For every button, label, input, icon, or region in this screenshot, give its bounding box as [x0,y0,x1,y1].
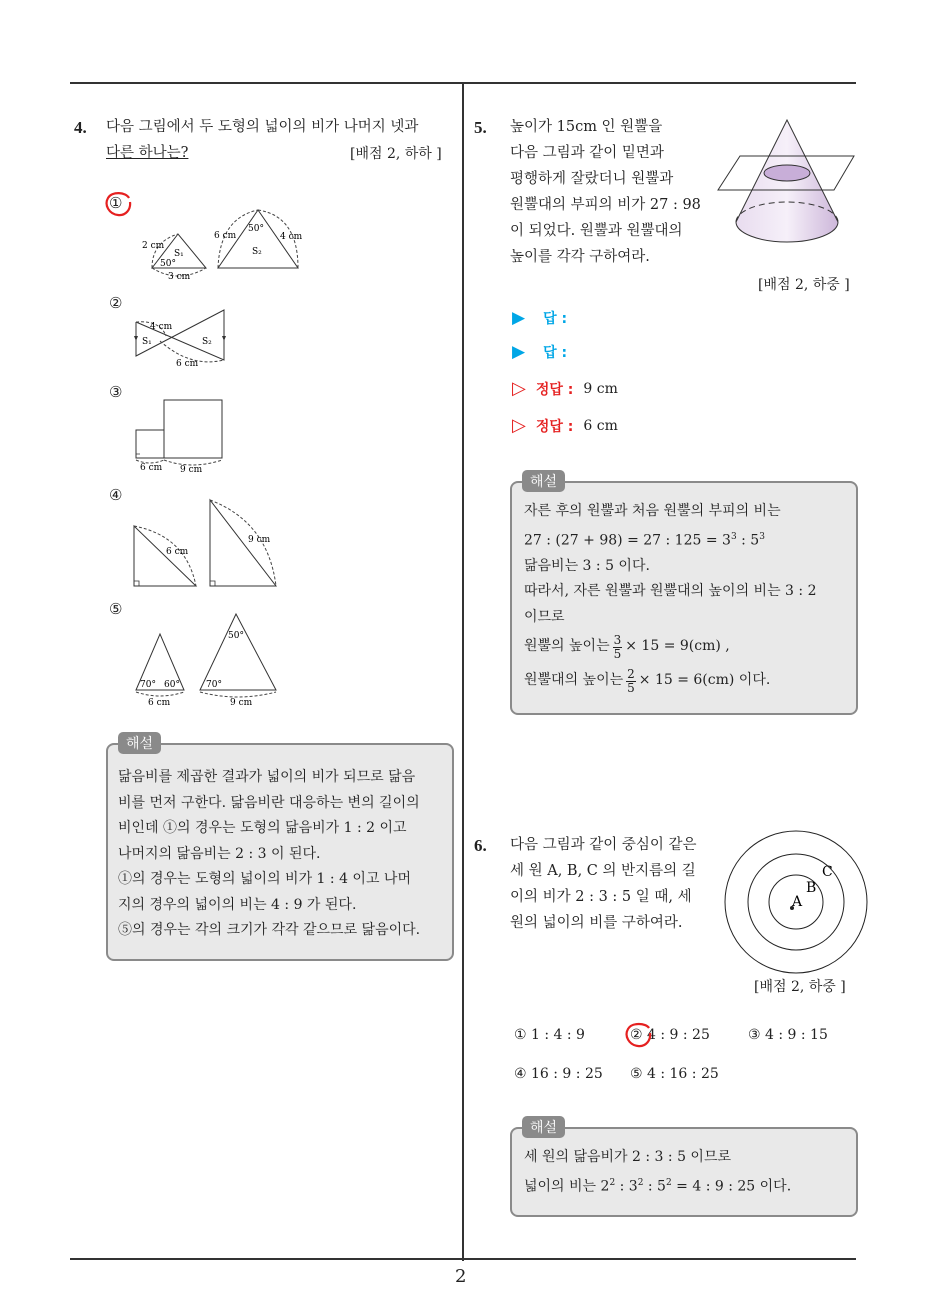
q5-explain-line7: 원뿔대의 높이는 $\frac{2}{5}$ × 15 = 6(cm) 이다. [524,666,771,695]
fig1-label-b: S₁ [174,249,184,259]
correct-value-2: 6 cm [583,417,618,434]
q4-explain-line: 나머지의 닮음비는 2 : 3 이 된다. [118,845,321,862]
q5-text-line: 높이를 각각 구하여라. [510,249,650,265]
q5-text-line: 높이가 15cm 인 원뿔을 [510,119,663,135]
q5-explanation-box [510,481,858,715]
q4-explain-line: ①의 경우는 도형의 넓이의 비가 1 : 4 이고 나머 [118,871,411,887]
outline-arrow-icon: ▷ [512,415,526,436]
play-arrow-icon: ▶ [512,308,526,328]
q4-option-5[interactable]: ⑤ [109,600,123,618]
fig3-label-a: 6 cm [140,463,163,473]
q4-explain-line: 비인데 ①의 경우는 도형의 닮음비가 1 : 2 이고 [118,820,407,836]
fig1-label-e: 6 cm [214,231,237,241]
fig5-label-f: 9 cm [230,698,253,708]
outline-arrow-icon: ▷ [512,378,526,399]
page-number: 2 [455,1266,467,1287]
correct-label: 정답 : [535,381,574,398]
q5-text [510,114,701,270]
q4-figure-1 [138,206,306,282]
fig5-large-triangle [200,614,276,690]
answer-label: 답 : [543,345,568,361]
q5-explain-line1: 자른 후의 원뿔과 처음 원뿔의 부피의 비는 [524,503,781,519]
center-divider [462,84,464,1261]
q5-explain-line2: 27 : (27 + 98) = 27 : $125 = 3^3$ : $5^3$ [524,531,765,549]
q6-explanation-box [510,1127,858,1217]
q6-explain-line1: 세 원의 닮음비가 2 : 3 : 5 이므로 [524,1149,731,1165]
fig3-small-square [136,430,164,458]
label-b: B [806,880,817,896]
q5-text-line: 원뿔대의 부피의 비가 27 : 98 [510,197,701,213]
fig2-label-c: S₂ [202,337,212,347]
q6-choice-2[interactable]: ② 4 : 9 : 25 [630,1027,710,1043]
q6-choice-3[interactable]: ③ 4 : 9 : 15 [748,1027,828,1043]
q4-explanation-tab: 해설 [118,732,161,754]
q4-explanation-box [106,743,454,961]
fig1-label-d: 3 cm [168,272,191,282]
q4-score: [배점 2, 하하 ] [350,146,442,162]
q5-answer-row-2[interactable] [512,342,567,362]
q4-explain-line: ⑤의 경우는 각의 크기가 각각 같으므로 닮음이다. [118,922,421,938]
q4-explain-line: 닮음비를 제곱한 결과가 넓이의 비가 되므로 닮음 [118,769,416,785]
correct-value-1: 9 cm [583,380,618,397]
q4-text-line1: 다음 그림에서 두 도형의 넓이의 비가 나머지 넷과 [106,119,419,135]
fig2-label-d: 6 cm [176,359,199,369]
fraction-3-5: $\frac{3}{5}$ [613,632,622,661]
cut-cross-section [764,165,810,181]
q5-text-line: 다음 그림과 같이 밑면과 [510,145,664,161]
label-a: A [792,894,803,910]
q5-number: 5. [474,118,487,137]
q4-explain-line: 비를 먼저 구한다. 닮음비란 대응하는 변의 길이의 [118,794,420,811]
q5-correct-row-1 [512,378,618,399]
q5-explain-line4: 따라서, 자른 원뿔과 원뿔대의 높이의 비는 3 : 2 [524,583,817,600]
fig1-label-h: S₂ [252,247,262,257]
q4-option-3[interactable]: ③ [109,383,123,401]
q5-explain-line6: 원뿔의 높이는 $\frac{3}{5}$ × 15 = 9(cm) , [524,632,730,661]
fig3-large-square [164,400,222,458]
answer-label: 답 : [543,311,568,327]
q6-choice-1[interactable]: ① 1 : 4 : 9 [514,1027,585,1043]
q6-text-line: 이의 비가 2 : 3 : 5 일 때, 세 [510,889,692,905]
q6-text-line: 원의 넓이의 비를 구하여라. [510,915,683,931]
q5-text-line: 평행하게 잘랐더니 원뿔과 [510,171,674,187]
q5-correct-row-2 [512,415,618,436]
q4-figure-4 [130,496,280,590]
answer-mark-circle-icon [104,190,134,218]
q5-cone-figure [710,112,860,272]
answer-mark-circle-icon [624,1021,654,1049]
q5-explanation-tab: 해설 [522,470,565,492]
q4-figure-2 [130,306,234,372]
fig2-label-b: S₁ [142,337,152,347]
fig5-label-c: 6 cm [148,698,171,708]
play-arrow-icon: ▶ [512,342,526,362]
fraction-2-5: $\frac{2}{5}$ [627,666,635,695]
q6-choice-5[interactable]: ⑤ 4 : 16 : 25 [630,1066,719,1082]
fig1-label-c: 50° [160,259,176,269]
fig1-label-g: 4 cm [280,232,303,242]
q5-explain-line3: 닮음비는 3 : 5 이다. [524,557,650,574]
fig5-label-e: 70° [206,680,222,690]
fig4-label-a: 6 cm [166,547,189,557]
fig3-label-b: 9 cm [180,465,203,474]
fig1-label-a: 2 cm [142,241,165,251]
q6-explanation-tab: 해설 [522,1116,565,1138]
q4-number: 4. [74,118,87,137]
q4-figure-3 [130,392,226,474]
q6-concentric-circles [720,826,870,976]
q5-score: [배점 2, 하중 ] [758,277,850,293]
q6-choice-4[interactable]: ④ 16 : 9 : 25 [514,1066,603,1082]
q6-score: [배점 2, 하중 ] [754,979,846,995]
q5-explain-line5: 이므로 [524,608,565,625]
q4-explain-line: 지의 경우의 넓이의 비는 4 : 9 가 된다. [118,896,357,913]
correct-label: 정답 : [535,418,574,435]
q4-option-4[interactable]: ④ [109,486,123,504]
fig5-label-d: 50° [228,631,244,641]
fig4-label-b: 9 cm [248,535,271,545]
fig2-label-a: 4 cm [150,322,173,332]
fig5-label-a: 70° [140,680,156,690]
q4-text-line2: 다른 하나는? [106,145,189,161]
bottom-rule [70,1258,856,1260]
q6-text [510,832,697,936]
q6-number: 6. [474,836,487,855]
label-c: C [822,864,833,880]
q6-text-line: 세 원 A, B, C 의 반지름의 길 [510,863,696,879]
fig1-label-f: 50° [248,224,264,234]
fig5-label-b: 60° [164,680,180,690]
q4-figure-5 [130,610,280,710]
q4-option-2[interactable]: ② [109,294,123,312]
fig2-bowtie [136,310,224,360]
q4-option-1[interactable]: ① [109,194,123,212]
q6-text-line: 다음 그림과 같이 중심이 같은 [510,837,697,853]
q5-text-line: 이 되었다. 원뿔과 원뿔대의 [510,223,683,239]
q6-explain-line2: 넓이의 비는 $2^2$ : $3^2$ : $5^2 = 4$ : 9 : 25 이다. [524,1177,792,1195]
q5-answer-row-1[interactable] [512,308,567,328]
